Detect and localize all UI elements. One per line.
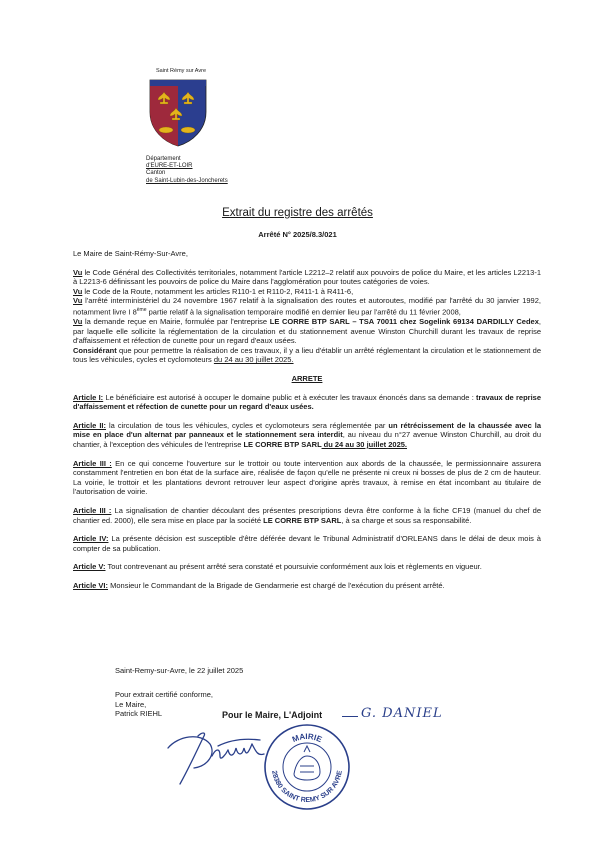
departement-name: d'EURE-ET-LOIR <box>146 163 193 170</box>
place-and-date: Saint-Remy-sur-Avre, le 22 juillet 2025 <box>115 666 244 675</box>
mayor-label: Le Maire, <box>115 699 147 709</box>
handwritten-signature <box>160 726 270 788</box>
arrete-heading: ARRETE <box>291 374 323 384</box>
article-3: Article III : En ce qui concerne l'ouverture sur le trottoir ou toute intervention aux abords de la chaussée, le permissionnaire assurera constamment l'entretien en bon état de la surface aire, réalisée de façon qu'elle ne présente ni creux ni bosses de plus de 2 cm de hauteur. La voirie, le trottoir et les plantations devront retrouver leur aspect d'origine après travaux, à remise en état incombant au titulaire de l'autorisation de voirie. <box>73 458 541 497</box>
canton-label: Canton <box>146 170 166 177</box>
coat-of-arms-logo <box>148 78 208 148</box>
article-1: Article I: Le bénéficiaire est autorisé à occuper le domaine public et à exécuter les travaux énoncés dans sa demande : travaux de reprise d'affaissement et réfection de cunette pour un regard d'eaux usées. <box>73 392 541 412</box>
article-7: Article VI: Monsieur le Commandant de la Brigade de Gendarmerie est chargé de l'exécution du présent arrêté. <box>73 580 445 590</box>
administrative-header <box>146 156 228 185</box>
vu-paragraph-1: Vu le Code Général des Collectivités territoriales, notamment l'article L2212–2 relatif aux pouvoirs de police du Maire, et les articles L2213-1 à L2213-6 définissant les pouvoirs de police du Maire dans l'agglomération pour toutes catégories de voies. <box>73 267 541 287</box>
stamp-bottom-text: 28380 SAINT REMY SUR AVRE <box>270 770 344 805</box>
departement-label: Département <box>146 156 181 162</box>
canton-name: de Saint-Lubin-des-Joncherets <box>146 177 228 184</box>
vu-paragraph-2: Vu le Code de la Route, notamment les articles R110-1 et R110-2, R411-1 à R411-6, <box>73 286 354 296</box>
arrete-number: Arrêté N° 2025/8.3/021 <box>258 230 337 239</box>
mayor-name: Patrick RIEHL <box>115 709 163 719</box>
intro-line: Le Maire de Saint-Rémy-Sur-Avre, <box>73 249 188 258</box>
article-4: Article III : La signalisation de chantier découlant des présentes prescriptions devra être conforme à la fiche CF19 (manuel du chef de chantier ed. 2000), elle sera mise en place par la société LE CORRE BTP SARL, à sa charge et sous sa responsabilité. <box>73 505 541 525</box>
article-5: Article IV: La présente décision est susceptible d'être déférée devant le Tribunal Administratif d'ORLEANS dans le délai de deux mois à compter de sa publication. <box>73 534 541 553</box>
delegate-label: Pour le Maire, L'Adjoint <box>222 710 323 720</box>
mairie-stamp <box>262 722 352 812</box>
vu-paragraph-4: Vu la demande reçue en Mairie, formulée par l'entreprise LE CORRE BTP SARL – TSA 70011 chez Sogelink 69134 DARDILLY Cedex, par laquelle elle sollicite la réglementation de la circulation et du stationnement avenue Winston Churchill durant les travaux de reprise d'affaissement et réfection de cunette pour un regard d'eaux usées. <box>73 317 541 346</box>
certification-line: Pour extrait certifié conforme, <box>115 690 213 699</box>
considerant-paragraph: Considérant que pour permettre la réalisation de ces travaux, il y a lieu d'établir un arrêté réglementant la circulation et le stationnement de tous les véhicules, cycles et cyclomoteurs du 24 au 30 juillet 2025. <box>73 345 541 365</box>
document-body <box>73 249 541 591</box>
article-6: Article V: Tout contrevenant au présent arrêté sera constaté et poursuivie conformément aux lois et règlements en vigueur. <box>73 562 482 572</box>
handwritten-dash <box>342 716 358 717</box>
vu-paragraph-3: Vu l'arrêté interministériel du 24 novembre 1967 relatif à la signalisation des routes et autoroutes, modifié par l'arrêté du 30 janvier 1992, notamment livre I 8ème partie relatif à la signalisation temporaire modifié en dernier lieu par l'arrêté du 11 février 2008, <box>73 296 541 317</box>
handwritten-name: G. DANIEL <box>361 706 443 721</box>
certification-block <box>115 690 213 719</box>
document-title: Extrait du registre des arrêtés <box>222 207 373 219</box>
commune-name: Saint Rémy sur Avre <box>155 68 207 74</box>
stamp-top-text: MAIRIE <box>290 731 324 745</box>
article-2: Article II: la circulation de tous les véhicules, cycles et cyclomoteurs sera réglementée par un rétrécissement de la chaussée avec la mise en place d'un alternat par panneaux et le stationnement sera interdit, au niveau du n°27 avenue Winston Churchill, au droit du chantier, à l'exception des véhicules de l'entreprise LE CORRE BTP SARL du 24 au 30 juillet 2025. <box>73 420 542 449</box>
